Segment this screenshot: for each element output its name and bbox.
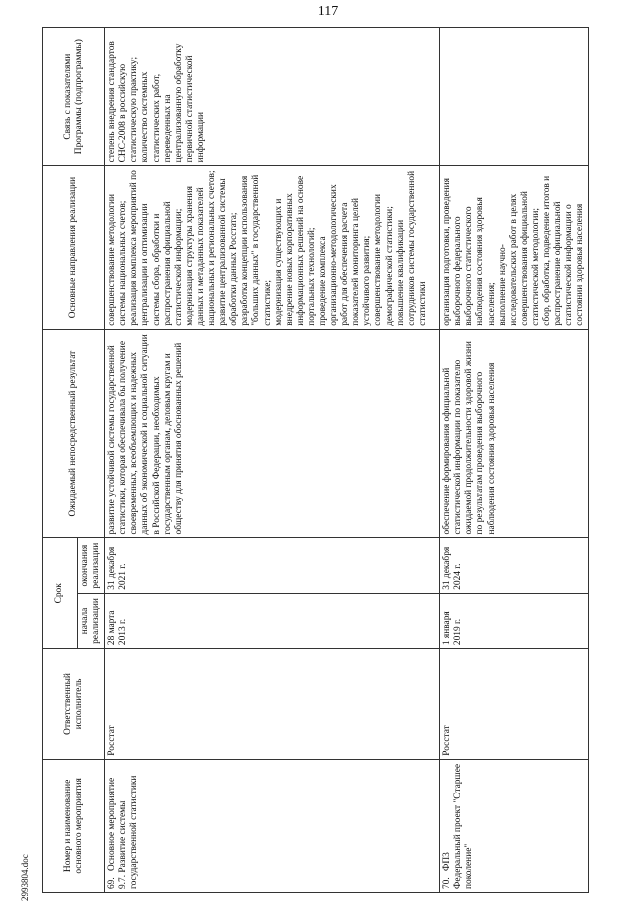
cell-result: обеспечение формирования официальной статистической информации по показателю ожидаемой продолжительности здоровой жизни по результатам проведения выборочного наблюдения состояния здоровья населения	[440, 329, 589, 538]
rotated-table-container	[42, 27, 636, 893]
cell-link: степень внедрения стандартов СНС-2008 в российскую статистическую практику; количество системных статистических работ, переведенных на централизованную обработку первичной статистической информации	[105, 28, 440, 166]
cell-name	[440, 759, 589, 892]
file-label-text: 2993804.doc	[20, 854, 30, 901]
row-name: ФП3 Федеральный проект "Старшее поколение"	[442, 763, 475, 889]
row-name: Основное мероприятие 9.7. Развитие системы государственной статистики	[107, 775, 140, 889]
row-number: 69.	[107, 877, 118, 889]
cell-directions: организация подготовки, проведения выборочного федерального выборочного статистического наблюдения состояния здоровья населения; выполнение научно-исследовательских работ в целях совершенствования официальной статистической методологии; сбор, обработка, подведение итогов и распространение официальной статистической информации о состоянии здоровья населения	[440, 166, 589, 329]
header-end: окончания реализации	[78, 538, 105, 593]
page-number: 117	[317, 4, 339, 19]
header-start: начала реализации	[78, 593, 105, 648]
table-row	[440, 28, 589, 893]
header-term: Срок	[43, 538, 78, 649]
cell-responsible: Росстат	[105, 649, 440, 760]
cell-result: развитие устойчивой системы государственной статистики, которая обеспечивала бы получение своевременных, всеобъемлющих и надежных данных об экономической и социальной ситуации в Российской Федерации, необходимых государственным органам, деловым кругам и обществу для принятия обоснованных решений	[105, 329, 440, 538]
header-responsible: Ответственный исполнитель	[43, 649, 105, 760]
cell-name	[105, 759, 440, 892]
cell-directions: совершенствование методологии системы национальных счетов; реализация комплекса мероприятий по централизации и оптимизации системы сбора, обработки и распространения официальной статистической информации; модернизация структуры хранения данных и метаданных показателей национальных и региональных счетов; развитие централизованной системы обработки данных Росстата; разработка концепции использования "больших данных" в государственной статистике; модернизация существующих и внедрение новых корпоративных информационных решений на основе портальных технологий; проведение комплекса организационно-методологических работ для обеспечения расчета показателей мониторинга целей устойчивого развития; совершенствование методологии демографической статистики; повышение квалификации сотрудников системы государственной статистики	[105, 166, 440, 329]
header-name: Номер и наименование основного мероприятия	[43, 759, 105, 892]
header-directions: Основные направления реализации	[43, 166, 105, 329]
row-number: 70.	[442, 877, 453, 889]
cell-start: 28 марта 2013 г.	[105, 593, 440, 648]
cell-end: 31 декабря 2021 г.	[105, 538, 440, 593]
cell-link	[440, 28, 589, 166]
header-result: Ожидаемый непосредственный результат	[43, 329, 105, 538]
cell-end: 31 декабря 2024 г.	[440, 538, 589, 593]
table-row	[105, 28, 440, 893]
cell-start: 1 января 2019 г.	[440, 593, 589, 648]
measures-table	[42, 27, 589, 893]
cell-responsible: Росстат	[440, 649, 589, 760]
header-link: Связь с показателями Программы (подпрограммы)	[43, 28, 105, 166]
file-label	[20, 801, 30, 901]
